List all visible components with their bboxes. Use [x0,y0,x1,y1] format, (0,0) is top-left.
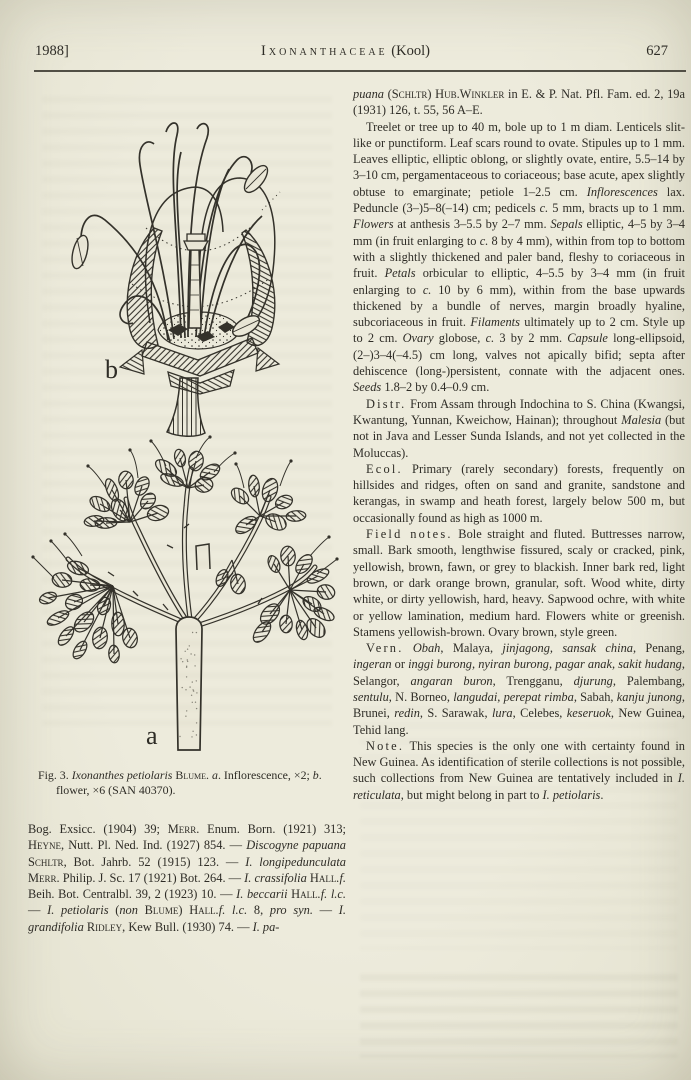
synonymy-paragraph: Bog. Exsicc. (1904) 39; Merr. Enum. Born. (1921) 313; Heyne, Nutt. Pl. Ned. Ind. (1927) 854. — Discogyne papuana Schltr, Bot. Jahrb. 52 (1915) 123. — I. longipedunculata Merr. Philip. J. Sc. 17 (1921) Bot. 264. — I. crassifolia Hall.f. Beih. Bot. Centralbl. 39, 2 (1923) 10. — I. beccarii Hall.f. l.c. — I. petiolaris (non Blume) Hall.f. l.c. 8, pro syn. — I. grandifolia Ridley, Kew Bull. (1930) 74. — I. pa- [28,822,347,934]
paragraph: Ecol. Primary (rarely secondary) forests, frequently on hillsides and ridges, often on sand and granite, sandstone and kerangas, in swamp and heath forest, largely below 500 m, but occasionally found as high as 1000 m. [353,461,685,525]
paragraph: Distr. From Assam through Indochina to S. China (Kwangsi, Kwantung, Yunnan, Kweichow, Hainan); throughout Malesia (but not in Java and Lesser Sunda Islands, and not yet collected in the Moluccas). [353,396,685,460]
paragraph: puana (Schltr) Hub.Winkler in E. & P. Nat. Pfl. Fam. ed. 2, 19a (1931) 126, t. 55, 56 A–E. [353,87,685,118]
stamen-filaments [81,123,262,342]
right-column [353,86,685,803]
main-stem [176,617,202,750]
paragraph: Note. This species is the only one with certainty found in New Guinea. As identification of sterile collections is not possible, such collections from New Guinea are tentatively included in I. reticulata, but might belong in part to I. petiolaris. [353,738,685,802]
figure-label-a: a [146,721,158,750]
figure-caption: Fig. 3. Ixonanthes petiolaris Blume. a. Inflorescence, ×2; b. flower, ×6 (SAN 40370). [38,767,322,798]
paragraph: Treelet or tree up to 40 m, bole up to 1 m diam. Lenticels slit-like or punctiform. Leaf scars round to ovate. Stipules up to 1 mm. Leaves elliptic, elliptic oblong, or slightly ovate, entire, 5.5–14 by 3–10 cm, pergamentaceous to coriaceous; base acute, apex slightly obtuse to emarginate; petiole 1–2.5 cm. Inflorescences lax. Peduncle (3–)5–8(–14) cm; pedicels c. 5 mm, bracts up to 1 mm. Flowers at anthesis 3–5.5 by 2–7 mm. Sepals elliptic, 4–5 by 3–4 mm (in fruit enlarging to c. 8 by 4 mm), within from top to bottom with a slightly thickened and paler band, fleshy to coriaceous in fruit. Petals orbicular to elliptic, 4–5.5 by 3–4 mm (in fruit enlarging to c. 10 by 6 mm), within from the base upwards thickened by a bundle of nerves, margin broadly hyaline, subcoriaceous in fruit. Filaments ultimately up to 2 cm. Style up to 2 cm. Ovary globose, c. 3 by 2 mm. Capsule long-ellipsoid, (2–)3–4(–4.5) cm long, valves not apically bifid; septa after dehiscence (long-)persistent, connate with the adjacent ones. Seeds 1.8–2 by 0.4–0.9 cm. [353,119,685,395]
flower-drawing [69,123,280,436]
cut-stub [196,544,210,570]
flower-illustration [50,80,350,440]
bleedthrough-artifact [360,974,678,1058]
header-page-number: 627 [646,43,668,59]
header-rule [34,70,686,72]
header-running-title: Ixonanthaceae (Kool) [261,43,430,59]
figure-label-b: b [105,355,118,384]
paragraph: Vern. Obah, Malaya, jinjagong, sansak china, Penang, ingeran or inggi burong, nyiran burong, pagar anak, sakit hudang, Selangor, angaran buron, Trengganu, djurung, Palembang, sentulu, N. Borneo, langudai, perepat rimba, Sabah, kanju junong, Brunei, redin, S. Sarawak, lura, Celebes, keseruok, New Guinea, Tehid lang. [353,641,686,737]
paragraph: Field notes. Bole straight and fluted. Buttresses narrow, small. Bark smooth, lengthwise fissured, scaly or cracked, pink, yellowish, brown, fawn, or grey to blackish. Inner bark red, light brown, or dark orange brown, granular, soft. Wood white, dirty white, or dirty yellowish, hard, heavy. Sapwood ochre, with white or yellow lamination, medium hard. Flowers white or greenish. Stamens yellowish-brown. Ovary brown, style green. [353,527,685,639]
header-year: 1988] [35,43,69,59]
inflorescence-illustration [18,428,348,758]
